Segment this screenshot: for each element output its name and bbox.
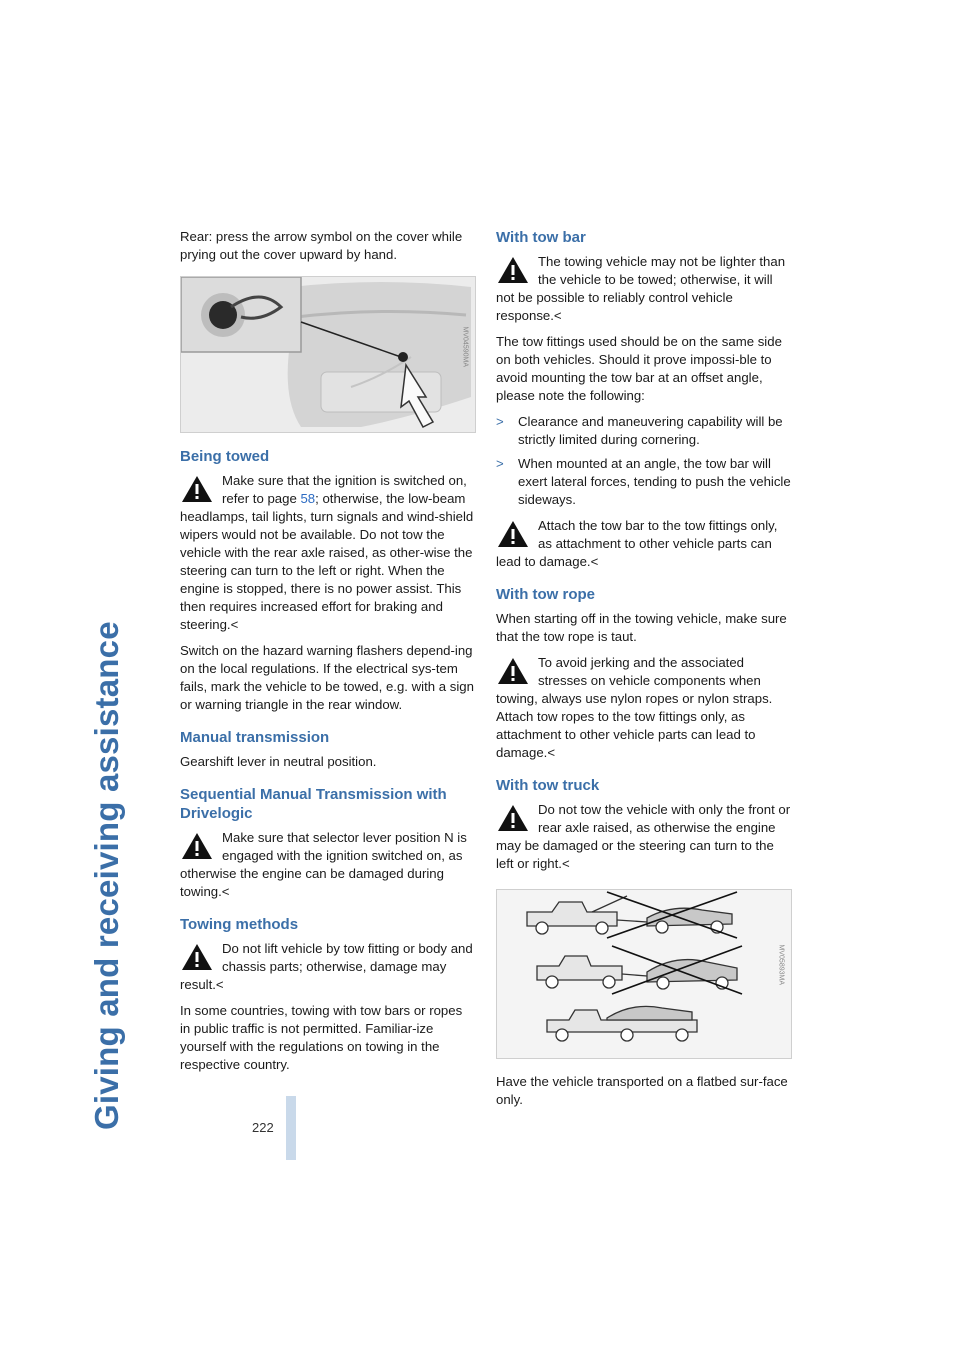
warning-being-towed [180,472,476,634]
warning-text-1: Make sure that the ignition is switched on, refer to page [222,473,467,506]
warning-triangle-icon [180,942,214,972]
tow-fitting-figure [180,276,476,433]
hazard-flasher-text: Switch on the hazard warning flashers depend-ing on the local regulations. If the electrical sys-tem fails, mark the vehicle to be towed, e.g. with a sign or warning triangle in the rear window. [180,643,474,712]
tow-truck-illustration [497,890,792,1058]
heading-tow-bar: With tow bar [496,229,586,246]
warning-triangle-icon [496,803,530,833]
warning-tow-rope [496,654,792,762]
tow-rope-text: When starting off in the towing vehicle, make sure that the tow rope is taut. [496,611,787,644]
right-column [496,228,792,1117]
warning-triangle-icon [496,656,530,686]
heading-tow-truck: With tow truck [496,777,600,794]
page-number: 222 [252,1120,274,1135]
warning-smg [180,829,476,901]
end-mark: < [221,884,230,899]
bullet-mark: > [496,414,504,429]
warning-text-2: ; otherwise, the low-beam headlamps, tail lights, turn signals and wind-shield wipers would not be available. Do not tow the vehicle with the rear axle raised, as other-wise the steering can turn to the left or right. When the engine is stopped, there is no power assist. This then requires increased effort for braking and steering. [180,491,474,632]
end-mark: < [553,308,562,323]
chapter-title-text: Giving and receiving assistance [88,621,125,1130]
chapter-title [88,230,148,1130]
bullet-text: Clearance and maneuvering capability will be strictly limited during cornering. [518,414,783,447]
heading-being-towed: Being towed [180,448,270,465]
page-marker-bar [286,1096,296,1160]
tow-bar-attach-warning-text: Attach the tow bar to the tow fittings only, as attachment to other vehicle parts can lead to damage. [496,518,778,569]
warning-tow-truck [496,801,792,873]
smg-warning-text: Make sure that selector lever position N is engaged with the ignition switched on, as otherwise the engine can be damaged during towing. [180,830,467,899]
end-mark: < [590,554,599,569]
list-item [496,455,792,509]
towing-regulations-text: In some countries, towing with tow bars or ropes in public traffic is not permitted. Familiar-ize yourself with the regulations on towing in the respective country. [180,1003,463,1072]
end-mark: < [230,617,239,632]
warning-tow-bar [496,253,792,325]
heading-towing-methods: Towing methods [180,916,299,933]
warning-triangle-icon [180,831,214,861]
tow-fitting-illustration [181,277,476,432]
warning-tow-bar-attach [496,517,792,571]
tow-truck-warning-text: Do not tow the vehicle with only the front or rear axle raised, as otherwise the engine may be damaged or the steering can turn to the left or right. [496,802,791,871]
flatbed-transport-text: Have the vehicle transported on a flatbed sur-face only. [496,1074,788,1107]
warning-towing-methods [180,940,476,994]
end-mark: < [215,977,224,992]
heading-tow-rope: With tow rope [496,586,596,603]
tow-bar-warning-text: The towing vehicle may not be lighter than the vehicle to be towed; otherwise, it will not be possible to reliably control vehicle response. [496,254,786,323]
end-mark: < [547,745,556,760]
warning-triangle-icon [496,255,530,285]
manual-transmission-text: Gearshift lever in neutral position. [180,754,377,769]
warning-triangle-icon [180,474,214,504]
towing-methods-warning-text: Do not lift vehicle by tow fitting or body and chassis parts; otherwise, damage may result. [180,941,473,992]
list-item [496,413,792,449]
warning-triangle-icon [496,519,530,549]
end-mark: < [561,856,570,871]
tow-bar-bullets [496,413,792,509]
heading-manual-transmission: Manual transmission [180,729,330,746]
bullet-mark: > [496,456,504,471]
rear-cover-instruction: Rear: press the arrow symbol on the cover while prying out the cover upward by hand. [180,229,463,262]
bullet-text: When mounted at an angle, the tow bar will exert lateral forces, tending to push the vehicle sideways. [518,456,791,507]
tow-rope-warning-text: To avoid jerking and the associated stresses on vehicle components when towing, always use nylon ropes or nylon straps. Attach tow ropes to the tow fittings only, as attachment to other vehicle parts can lead to damage. [496,655,773,760]
figure-code: MV05893MA [777,944,784,985]
heading-smg: Sequential Manual Transmission with Drivelogic [180,786,447,822]
tow-fittings-text: The tow fittings used should be on the same side on both vehicles. Should it prove impossi-ble to avoid mounting the tow bar at an offset angle, please note the following: [496,334,782,403]
tow-truck-figure [496,889,792,1059]
page-link-58[interactable]: 58 [300,491,316,506]
figure-code: MV04590MA [461,326,468,367]
left-column [180,228,476,1082]
